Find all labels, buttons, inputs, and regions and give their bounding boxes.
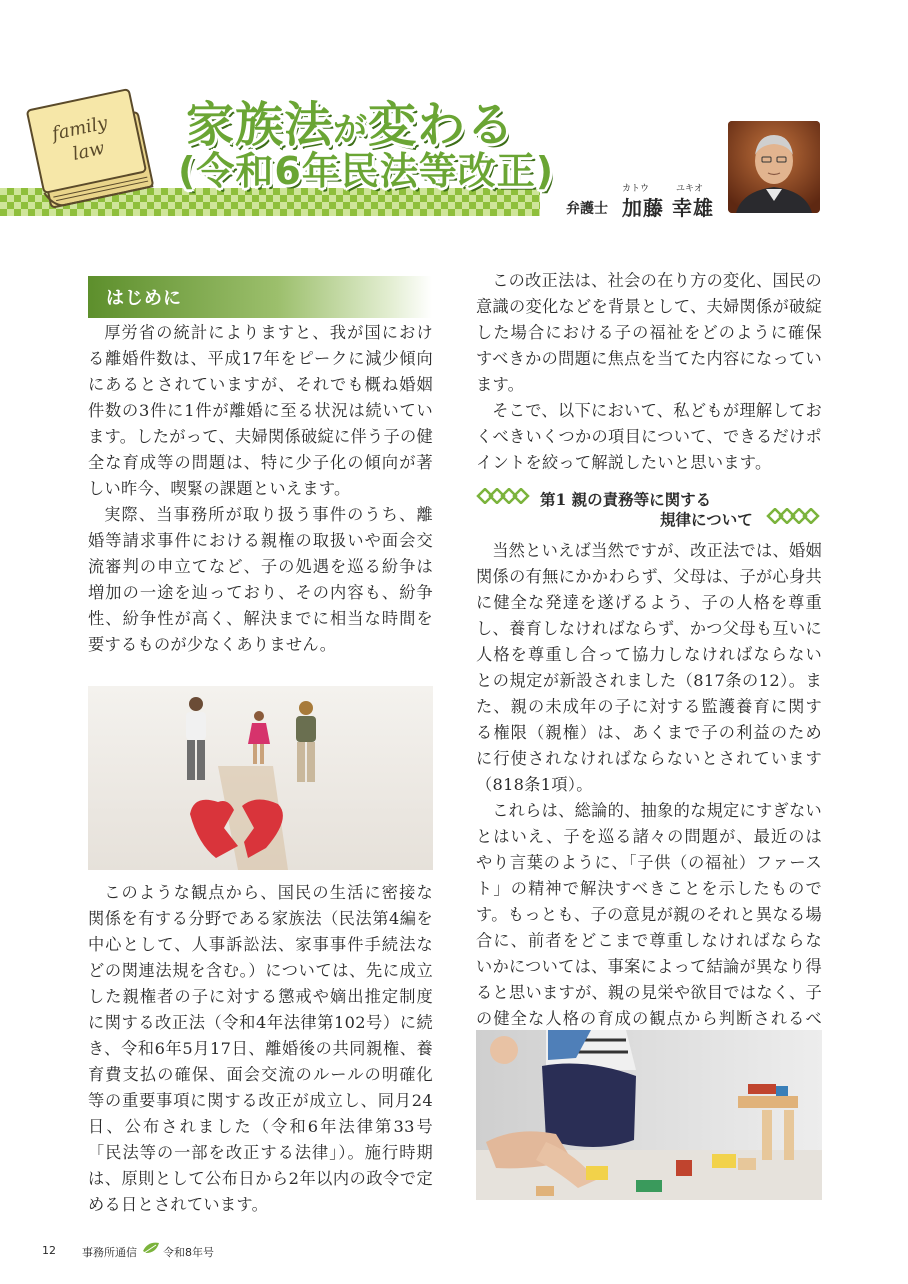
title-part-b: が xyxy=(333,110,369,150)
broken-heart-family-photo xyxy=(88,686,433,870)
family-law-book-icon xyxy=(22,78,162,218)
author-ruby-given: ユキオ xyxy=(676,184,704,194)
author-ruby-family: カトウ xyxy=(622,184,650,194)
ornament-right-icon xyxy=(766,508,822,524)
book-label-law: law xyxy=(70,137,107,165)
section-1-paragraph-2: これらは、総論的、抽象的な規定にすぎないとはいえ、子を巡る諸々の問題が、最近のはやり言葉のように、「子供（の福祉）ファースト」の精神で解決すべきことを示したものです。もっとも、子の意見が親のそれと異なる場合に、前者をどこまで尊重しなければならないかについては、事案によって結論が異なり得ると思いますが、親の見栄や欲目ではなく、子の健全な人格の育成の観点から判断されるべ xyxy=(476,801,822,1028)
section-heading-intro xyxy=(88,276,432,318)
section-1-heading xyxy=(476,486,822,532)
publication-name: 事務所通信 xyxy=(82,1246,137,1259)
intro-text-top xyxy=(88,320,433,658)
section-heading-intro-label: はじめに xyxy=(106,288,182,309)
intro-paragraph-2: 実際、当事務所が取り扱う事件のうち、離婚等請求事件における親権の取扱いや面会交流審判の申立てなど、子の処遇を巡る紛争は増加の一途を辿っており、その内容も、紛争性、紛争性が高く、解決までに相当な時間を要するものが少なくありません。 xyxy=(88,505,433,654)
ornament-left-icon xyxy=(476,488,534,504)
author-name: 加藤 幸雄 xyxy=(622,196,714,220)
intro-text-bottom xyxy=(88,880,433,1218)
intro-paragraph-3: このような観点から、国民の生活に密接な関係を有する分野である家族法（民法第4編を中心として、人事訴訟法、家事事件手続法などの関連法規を含む。）については、先に成立した親権者の子に対する懲戒や嫡出推定制度に関する改正法（令和4年法律第102号）に続き、令和6年5月17日、離婚後の共同親権、養育費支払の確保、面会交流のルールの明確化等の重要事項に関する改正が成立し、同月24日、公布されました（令和6年法律第33号「民法等の一部を改正する法律」）。施行時期は、原則として公布日から2年以内の政令で定める日とされています。 xyxy=(88,883,433,1214)
page-title-line2: (令和6年民法等改正) xyxy=(178,149,555,193)
section-1-heading-line1: 第1 親の責務等に関する xyxy=(540,490,712,509)
section-1-paragraph-1: 当然といえば当然ですが、改正法では、婚姻関係の有無にかかわらず、父母は、子が心身共に健全な発達を遂げるよう、子の人格を尊重し、養育しなければならず、かつ父母も互いに人格を尊重し合って協力しなければならないとの規定が新設されました（817条の12）。また、親の未成年の子に対する監護養育に関する権限（親権）は、あくまで子の利益のために行使されなければならないとされています（818条1項）。 xyxy=(476,541,822,794)
section-1-heading-line2: 規律について xyxy=(660,510,753,529)
right-intro-paragraph-2: そこで、以下において、私どもが理解しておくべきいくつかの項目について、できるだけポイントを絞って解説したいと思います。 xyxy=(476,401,822,472)
section-1-text xyxy=(476,538,822,1058)
leaf-icon xyxy=(142,1241,160,1255)
issue-label: 令和8年号 xyxy=(163,1246,214,1259)
right-intro-text xyxy=(476,268,822,476)
title-part-c: 変わる xyxy=(368,97,516,153)
baby-with-blocks-photo xyxy=(476,1030,822,1200)
page-number: 12 xyxy=(42,1244,56,1257)
author-photo xyxy=(728,121,820,213)
right-intro-paragraph-1: この改正法は、社会の在り方の変化、国民の意識の変化などを背景として、夫婦関係が破綻した場合における子の福祉をどのように確保すべきかの問題に焦点を当てた内容になっています。 xyxy=(476,271,822,394)
intro-paragraph-1: 厚労省の統計によりますと、我が国における離婚件数は、平成17年をピークに減少傾向にあるとされていますが、それでも概ね婚姻件数の3件に1件が離婚に至る状況は続いています。したがって、夫婦関係破綻に伴う子の健全な育成等の問題は、特に少子化の傾向が著しい昨今、喫緊の課題といえます。 xyxy=(88,323,433,498)
title-part-a: 家族法 xyxy=(186,97,334,153)
author-role: 弁護士 xyxy=(566,201,608,217)
book-label-family: family xyxy=(50,112,110,145)
